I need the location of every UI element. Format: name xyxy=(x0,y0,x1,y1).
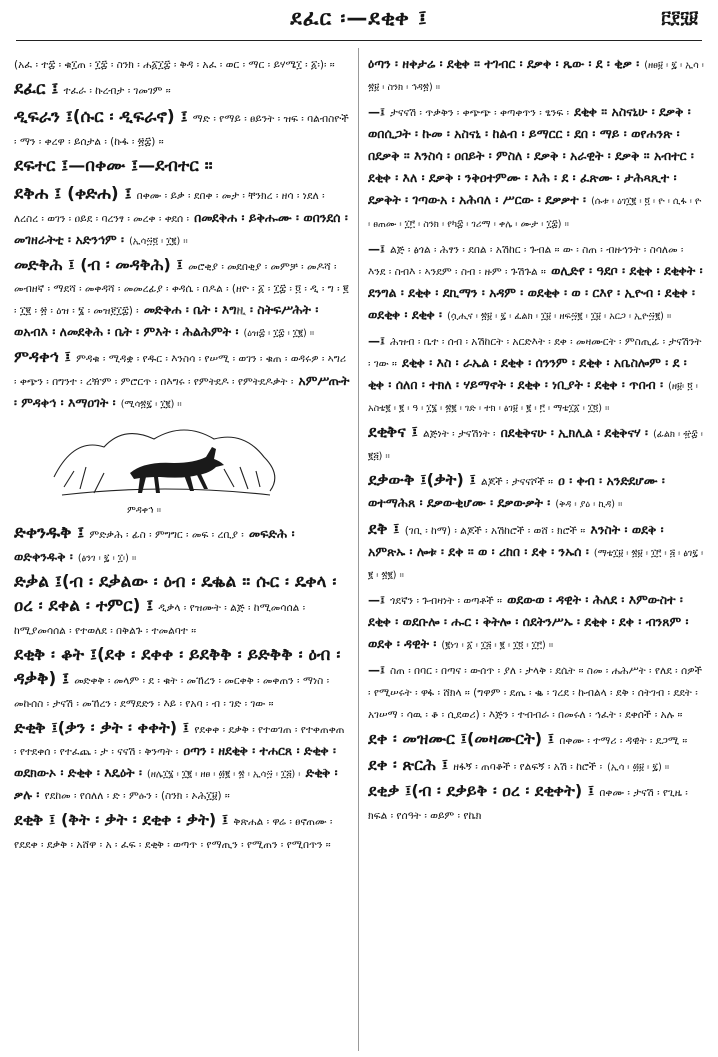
definition: መሮቂያ ፡ መደበቂያ ፡ መምቻ ፡ መዶሻ ፡ መብዘኛ ፡ ማደሻ ፡ መቀዳሻ ፡ መመረፊያ ፡ ቀዳሴ ፡ በዶል ፡ (ዘዮ ፡ ፩ ፡ ፲፰ ፡ ፬ ፡ ዲ ፡ ግ ፡ ፪ ፡ ፲፪ ፡ ፳ ፡ ዕዝ ፡ ፮ ፡ መዝ፻፲፰) ፡ xyxy=(14,261,349,318)
sense-marker: —፤ xyxy=(368,333,385,348)
dictionary-entry xyxy=(14,155,350,178)
headword: ደቃውቅ ፤(ቃት) ፤ xyxy=(368,470,476,490)
definition: ማድ ፡ የማይ ፡ ፀይንት ፡ ዝፍ ፡ ባልብስዮች ፡ ማን ፡ ቀረዋ ፡ ይሰታል ፡ (ኩፋ ፡ ፳፰) ። xyxy=(14,112,349,148)
dictionary-entry xyxy=(14,254,350,342)
foliage-outline xyxy=(54,430,275,491)
example-text: በመደቅሐ ፡ ይቅሑሙ ፡ ወበንደሰ ፡ መገዘራትቲ ፡ አድንኅም ፡ xyxy=(14,209,348,248)
headword: ደቀ ፡ ጽርሕ ፤ xyxy=(368,755,449,775)
headword: ደቂቃ ፤(ብ ፡ ደቃይቅ ፡ ዐረ ፡ ደቂቀት) ፤ xyxy=(368,781,595,801)
definition: ዘፋኝ ፡ ጠባቆች ፡ የልፍኝ ፡ አሽ ፡ ከሮች ፡ xyxy=(453,761,603,774)
example-text: በደቂቅናሁ ፡ ኢክሊል ፡ ደቂቅናሃ ፡ xyxy=(500,425,648,441)
right-column xyxy=(368,52,704,1053)
reference: (ኢሳ ፡ ፴፱ ፡ ፯) ። xyxy=(607,762,670,774)
headword: ምዳቀኅ ፤ xyxy=(14,347,71,367)
column-divider xyxy=(358,48,359,1051)
sense-marker: —፤ xyxy=(368,663,385,678)
definition: ሕዝብ ፡ ቤተ ፡ ሰብ ፡ አሽከርት ፡ አርድእት ፡ ደቀ ፡ መዛሙርት ፡ ምስጢፊ ፡ ታናሽንት ፡ ገው ። xyxy=(368,335,702,371)
headword: ደቅ ፤ xyxy=(368,518,400,538)
page-number: ፫፻፶፱ xyxy=(661,8,698,28)
reference: (ዘሌ፲፮ ፡ ፲፪ ፡ ዘፀ ፡ ፴፪ ፡ ፳ ፡ ኢሳ፵ ፡ ፲፭) ፡ xyxy=(147,769,301,781)
example-text: መድቅሐ ፡ ቤት ፡ እግዚ ፡ ስትፍሥሕት ፡ ወአብእ ፡ ለመደቅሕ ፡ ቤት ፡ ምእት ፡ ሕልሕምት ፡ xyxy=(14,302,319,340)
reference: (ዕዝ፰ ፡ ፲፰ ፡ ፲፪) ። xyxy=(243,328,315,340)
dictionary-entry xyxy=(14,522,350,568)
headword: ድቀንዱቅ ፤ xyxy=(14,522,85,543)
reference: (ዘ፱፡ ፬ ፡ አስቴ፪ ፡ ፪ ፡ ዓ ፡ ፲፮ ፡ ፳፪ ፡ ገድ ፡ ተክ ፡ ፅገ፱ ፡ ፪ ፡ ፫ ፡ ማቴ፲፩ ፡ ፲፬) ። xyxy=(368,381,698,415)
headword: ደቅሐ ፤ (ቀድሐ) ፤ xyxy=(14,183,132,204)
example-text: ደቂቀ ፡ እስ ፡ ራኤል ፡ ደቂቀ ፡ ሰንንም ፡ ደቂቀ ፡ አቤስሎም ፡ ደ ፡ ቂቀ ፡ ሰለበ ፡ ተክለ ፡ ሃይማኖት ፡ ደቂቀ ፡ ነቢያት ፡ ደቂቀ ፡ ጥበብ ፡ xyxy=(368,355,687,393)
dictionary-entry xyxy=(14,717,350,805)
dictionary-entry xyxy=(368,421,704,465)
dictionary-entry xyxy=(368,658,704,724)
dictionary-entry xyxy=(368,237,704,325)
headword: ድቃል ፤(ብ ፡ ደቃልው ፡ ዕብ ፡ ዴቈል ። ሱር ፡ ዴቀላ ፡ ዐረ ፡ ደቀል ፡ ተምር) ፤ xyxy=(14,572,337,616)
reference: (ማቴ፲፱ ፡ ፳፱ ፡ ፲፫ ፡ ፭ ፡ ፅገ፯ ፡ ፪ ፡ ፳፪) ። xyxy=(368,547,704,581)
definition: ልጅ ፡ ፅጎል ፡ ሕፃን ፡ ደበል ፡ አሽከር ፡ ጉብል ። ው ፡ ስጠ ፡ ብዙኅንት ፡ ስሳለመ ፡ እንደ ፡ ስብእ ፡ ኣንደም ፡ ስብ ፡ ዙም ፡ ጉሽጉል ። xyxy=(368,243,684,278)
example-text: ወሊድየ ፡ ዓደቦ ፡ ደቂቀ ፡ ደቂቀት ፡ ደንግል ፡ ደቂቀ ፡ ደኪማን ፡ አዳም ፡ ወደቂቀ ፡ ወ ፡ ርእየ ፡ ኢዮብ ፡ ደቂቀ ፡ ወደቂቀ ፡ ደቂቀ ፡ xyxy=(368,262,703,322)
dictionary-entry xyxy=(368,588,704,654)
ground-line xyxy=(62,489,270,495)
definition: በቀሙ ፡ ታናሽ ፡ የጊዜ ፡ ክፍል ፡ የሰዓት ፡ ወይም ፡ የኬክ xyxy=(368,787,688,822)
definition: ልጆች ፡ ታናናሾች ። xyxy=(481,476,554,489)
reference: (ፅንገ ፡ ፯ ፡ ፲፡) ። xyxy=(77,553,137,565)
dictionary-entry xyxy=(368,780,704,824)
reference: (ቅዳ ፡ ያዕ ፡ ኪዳ) ። xyxy=(555,499,623,511)
dictionary-entry xyxy=(14,809,350,853)
dictionary-entry xyxy=(14,52,350,74)
dictionary-entry xyxy=(368,754,704,776)
example-text: ዕጣን ፡ ዘቀታሬ ፡ ደቂቀ ። ተገብር ፡ ደቃቀ ፡ ጼው ፡ ደ ፡ ቂቃ ፡ xyxy=(368,56,640,71)
headword: ደቂቅ ፡ ቆት ፤(ደቀ ፡ ደቀቀ ፡ ይደቅቅ ፡ ይድቅቅ ፡ ዕብ ፡ ዳቃቅ) ፤ xyxy=(14,645,341,689)
headword: ዲፍራን ፤(ሱር ፡ ዲፍራኖ) ፤ xyxy=(14,106,188,127)
definition: ምዳቁ ፡ ሚዳቋ ፡ የዱር ፡ እንስሳ ፡ የሠሚ ፡ ወገን ፡ ቁጠ ፡ ወዳሩዎ ፡ ኣግሪ ፡ ቀጭን ፡ በግንተ ፡ ረዥም ፡ ምሮርጥ ፡ በእግሩ ፡ የምትደዶ ፡ የምትደዶቃት ፡ xyxy=(14,353,347,388)
definition: በቀሙ ፡ ተማሪ ፡ ዳዊት ፡ ደጋሚ ። xyxy=(559,735,688,748)
dictionary-entry xyxy=(14,183,350,251)
dictionary-entry xyxy=(368,329,704,417)
sense-marker: —፤ xyxy=(368,592,385,607)
dictionary-entry xyxy=(14,78,350,101)
headword: ደፍተር ፤—በቀሙ ፤—ደብተር ። xyxy=(14,156,213,177)
dictionary-entry xyxy=(368,728,704,750)
reference: (ሷሒና ፡ ፳፱ ፡ ፯ ፡ ፈልክ ፡ ፲፱ ፡ ዘፍ፵፪ ፡ ፲፱ ፡ አርጋ ፡ ኢዮ፵፪) ። xyxy=(447,310,672,322)
dictionary-entry xyxy=(368,518,704,584)
reference: (ሚሳ፳፯ ፡ ፲፪) ። xyxy=(120,398,182,410)
example-text: እንስት ፡ ወደቅ ፡ አምጽኡ ፡ ሎቱ ፡ ደቀ ። ወ ፡ ረከበ ፡ ደቀ ፡ ንኡሰ ፡ xyxy=(368,521,664,559)
headword: ደቂቅ ፤ (ቅት ፡ ቃት ፡ ደቂቀ ፡ ቃት) ፤ xyxy=(14,810,229,830)
definition: ተፈራ ፡ ኩረብታ ፡ ገመገም ። xyxy=(63,85,171,98)
definition: ቅጽሐል ፡ ዋሬ ፡ ፀኖጠሙ ፡ የደደቀ ፡ ደቃቅ ፡ አሸዋ ፡ አ ፡ ፈፍ ፡ ደቂቅ ፡ ወጣጥ ፡ የማጢን ፡ የሚጠን ፡ የሚበጥን ። xyxy=(14,816,333,851)
dictionary-entry xyxy=(14,106,350,152)
example-text: ዐ ፡ ቀብ ፡ አንድደሆሙ ፡ ወተማሕጸ ፡ ደቃውቂሆሙ ፡ ደቃውቃት ፡ xyxy=(368,473,665,511)
headword: ደቀ ፡ መዝሙር ፤(መዛሙርት) ፤ xyxy=(368,729,555,749)
reference: (ዘፀ፱ ፡ ፯ ፡ ኢሳ ፡ ፳፱ ፡ ስንክ ፡ ኅዳ፳) ። xyxy=(368,60,704,94)
example-text: ዐጣን ፡ ዘደቂቅ ፡ ተሐርጸ ፡ ድቂቀ ፡ ወደክውኦ ፡ ድቂቀ ፡ እዴዕት ፡ xyxy=(14,743,336,781)
dictionary-entry xyxy=(14,571,350,640)
definition: ዲቃላ ፡ የዝሙት ፡ ልጅ ፡ ከሚመሳሰል ፡ ከሚያመሳሰል ፡ የተወለደ ፡ በቅልጉ ፡ ተመልባተ ። xyxy=(14,601,306,638)
dictionary-entry xyxy=(368,469,704,513)
headword: ድቂቅ ፤(ቃን ፡ ቃት ፡ ቀቀት) ፤ xyxy=(14,718,190,738)
sense-marker: —፤ xyxy=(368,241,385,256)
dictionary-entry xyxy=(14,644,350,713)
definition: የደከመ ፡ የሰለለ ፡ ድ ፡ ምፁን ፡ (ስንክ ፡ ኦሕ፲፱) ። xyxy=(44,790,230,803)
antelope-illustration xyxy=(34,417,294,503)
definition: ልጅነት ፡ ታናሽነት ፡ xyxy=(423,428,496,441)
definition: ታናናሽ ፡ ጥቃቅን ፡ ቀጭጭ ፡ ቀጣቀጥን ፡ ፄንፍ ፡ xyxy=(390,107,569,120)
dictionary-entry xyxy=(368,52,704,96)
definition: (ገቢ ፡ ከማ) ፡ ልጆች ፡ አሽከሮች ፡ ወሸ ፡ ክሮች ። xyxy=(404,524,586,537)
definition: መድቀቅ ፡ መላም ፡ ደ ፡ ቁት ፡ መኸረን ፡ መርቀቅ ፡ መቀጠን ፡ ማነስ ፡ መኩሰስ ፡ ታናሽ ፡ መኸረን ፡ ደማደድን ፡ እይ ፡ የአባ ፡ ብ ፡ ገድ ፡ ገው ። xyxy=(14,674,330,711)
example-text: ደቂቀ ። አስናኒሁ ፡ ደቃቅ ፡ ወበሲጋት ፡ ኩመ ፡ አስናኒ ፡ ከልብ ፡ ይማርር ፡ ደበ ፡ ማይ ፡ ወየሐንጽ ፡ በደቃቅ ። እንስሳ ፡ ዐበይት ፡ ምስለ ፡ ደቃቅ ፡ አራዊት ፡ ደቃቅ ። አብተር ፡ ደቂቀ ፡ እለ ፡ ደቃቅ ፡ ንቅዐተምሙ ፡ እሕ ፡ ደ ፡ ፈጽሙ ፡ ታሕጻጺተ ፡ ደቃቅት ፡ ገጣውአ ፡ አሕባለ ፡ ሥርው ፡ ደቃቃተ ፡ xyxy=(368,104,694,208)
running-head: ደፈር ፡—ደቂቀ ፤ xyxy=(290,6,428,30)
example-text: ድቂቅ ፡ ቃሉ ፡ xyxy=(14,765,338,803)
example-text: መፍድሕ ፡ ወድቀንዱቅ ፡ xyxy=(14,525,295,565)
reference: (ፊልክ ፡ ፹፰ ፡ ፪፭) ። xyxy=(368,429,703,463)
illustration-caption: ምዳቀኅ ። xyxy=(126,504,162,516)
header-rule xyxy=(16,40,702,41)
definition: በቀሙ ፡ ይቃ ፡ ደበቀ ፡ መታ ፡ ቸንክረ ፡ ዘሳ ፡ ነደለ ፡ ለረስረ ፡ ወገን ፡ ዐይደ ፡ ባረንፃ ፡ መረቀ ፡ ቀደሰ ፡ xyxy=(14,189,325,225)
headword: ደቂቅና ፤ xyxy=(368,422,418,442)
reference: (ሱቱ ፡ ዕገ፲፪ ፡ ፬ ፡ ዮ ፡ ሲፋ ፡ ዮ ፡ ፀጠሙ ፡ ፲፫ ፡ ስንክ ፡ የካ፰ ፡ ገሪማ ፡ ቀሌ ፡ ሙታ ፡ ፲፰) ። xyxy=(368,196,702,230)
example-text: ወደውወ ፡ ዳዊት ፡ ሕለደ ፡ እምውስተ ፡ ደቂቀ ፡ ወደቡሎ ፡ ሑር ፡ ቅትሎ ፡ ሰደትንሥኡ ፡ ደቂቀ ፡ ደቀ ፡ ብንጸም ፡ ወደቀ ፡ ዳዊት ፡ xyxy=(368,591,689,651)
definition: ምድቃሕ ፡ ፊስ ፡ ምግግር ፡ መፍ ፡ ረቢያ ፡ xyxy=(89,528,244,541)
page-header xyxy=(0,0,718,46)
headword: መድቅሕ ፤ (ብ ፡ መዳቅሕ) ፤ xyxy=(14,255,183,275)
reference: (፪ነገ ፡ ፩ ፡ ፲፭ ፡ ፪ ፡ ፲፬ ፡ ፲፫) ። xyxy=(441,639,554,651)
definition: ጎደኛን ፡ ጉብዛነት ፡ ወጣቶች ። xyxy=(390,594,503,607)
dictionary-entry xyxy=(14,346,350,412)
antelope-icon xyxy=(34,417,294,503)
dictionary-entry xyxy=(368,100,704,232)
definition: ስጠ ፡ በባር ፡ በጣና ፡ ውሰጥ ፡ ያለ ፡ ታላቅ ፡ ደሴት ። ስመ ፡ ሐሕሥት ፡ የለደ ፡ ሰዎች ፡ የሚሠሩት ፡ ዋፋ ፡ ሸክላ ። (ግዋም ፡ ደጤ ፡ ቈ ፡ ገረደ ፡ ኩብልላ ፡ ደቅ ፡ ሰትገብ ፡ ደደት ፡ አገሠማ ፡ ሳዉ ፡ ቆ ፡ ሲደወሪ) ፡ እጅን ፡ ተብብራ ፡ በመሩለ ፡ ኅፈት ፡ ደቀሰች ፡ አሉ ። xyxy=(368,665,702,722)
sense-marker: —፤ xyxy=(368,105,385,120)
example-text: አምሥጡት ፡ ምዳቀኅ ፡ እማዐገት ፡ xyxy=(14,372,350,410)
reference: (ኢሳ፵፬ ፡ ፲፪) ። xyxy=(129,236,188,248)
definition: (አፈ ፡ ተ፰ ፡ ቁ፲ጠ ፡ ፲፰ ፡ ስንክ ፡ ሐ፩፲፰ ፡ ቅዳ ፡ አፈ ፡ ወር ፡ ማር ፡ ይሃሜ፲ ፡ ፩፡)፡ ። xyxy=(14,59,335,71)
antelope-silhouette xyxy=(130,447,224,493)
definition: የደቀቀ ፡ ደቃቅ ፡ የተወገጠ ፡ የተቀጠቀጠ ፡ የተደቀሰ ፡ የተፈጨ ፡ ታ ፡ ናናሽ ፡ ቅንጣት ፡ xyxy=(14,724,345,759)
headword: ደፈር ፤ xyxy=(14,79,59,100)
left-column xyxy=(14,52,350,1053)
